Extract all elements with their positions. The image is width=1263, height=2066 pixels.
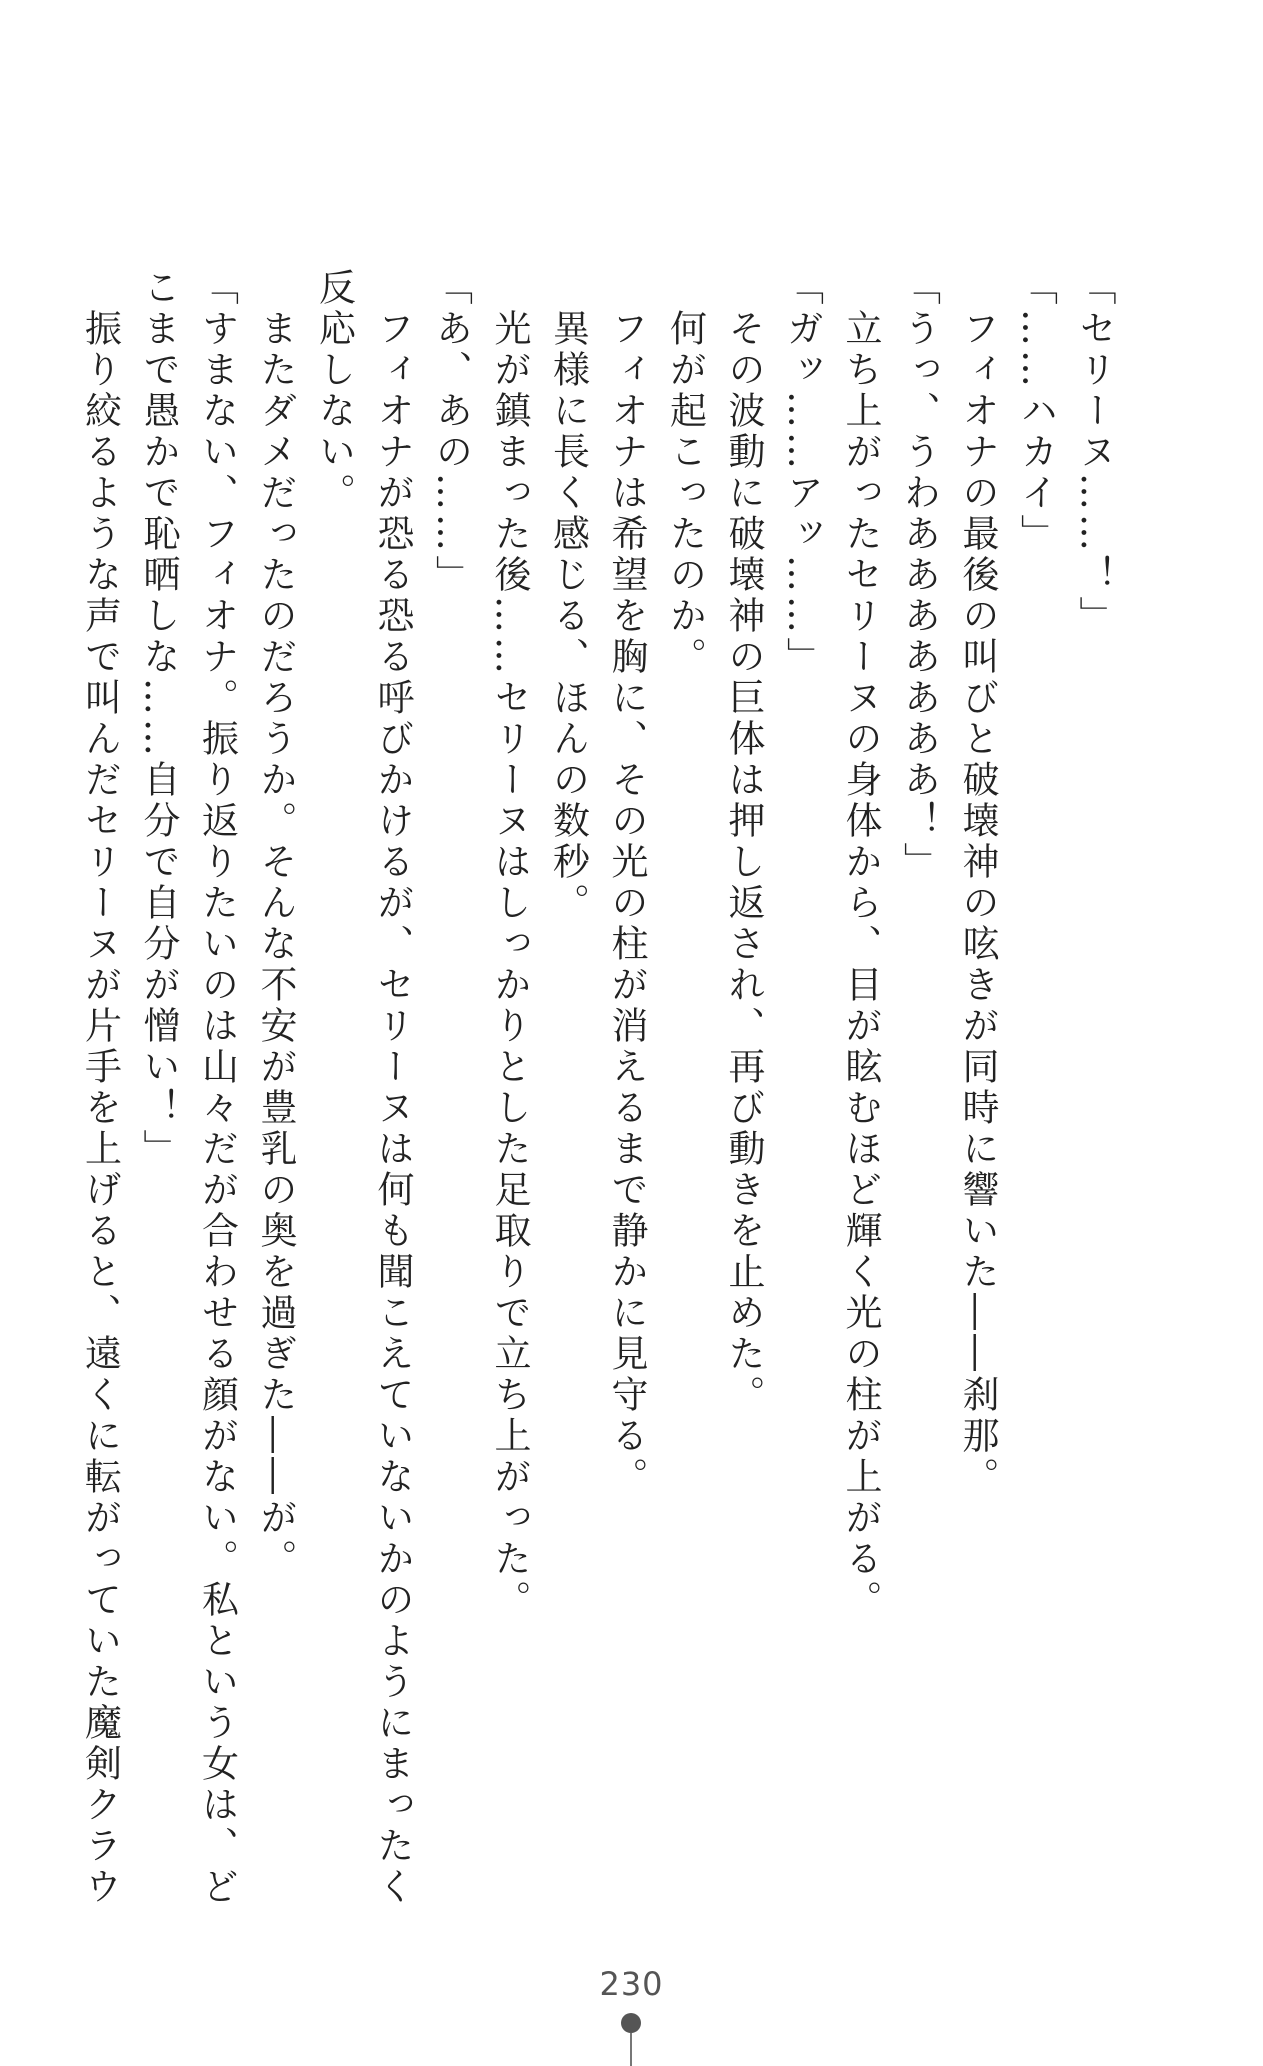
text-line: 何が起こったのか。 <box>663 268 707 678</box>
text-line: 立ち上がったセリーヌの身体から、目が眩むほど輝く光の柱が上がる。 <box>839 268 882 1621</box>
text-line: 「うっ、うわあああああああ！」 <box>897 268 941 883</box>
text-line: 異様に長く感じる、ほんの数秒。 <box>546 268 590 924</box>
text-line: 反応しない。 <box>312 268 356 514</box>
text-line: フィオナの最後の叫びと破壊神の呟きが同時に響いた――刹那。 <box>956 268 999 1498</box>
text-line: 「セリーヌ……！」 <box>1073 268 1116 637</box>
text-line: フィオナが恐る恐る呼びかけるが、セリーヌは何も聞こえていないかのようにまったく <box>371 268 414 1908</box>
page-marker-dot <box>621 2013 641 2033</box>
page-marker-rule <box>630 2033 632 2066</box>
text-line: 振り絞るような声で叫んだセリーヌが片手を上げると、遠くに転がっていた魔剣クラウ <box>78 268 122 1908</box>
text-line: 「あ、あの……」 <box>429 268 473 596</box>
text-line: 光が鎮まった後……セリーヌはしっかりとした足取りで立ち上がった。 <box>488 268 531 1621</box>
text-line: 「すまない、フィオナ。振り返りたいのは山々だが合わせる顔がない。私という女は、ど <box>195 268 239 1908</box>
body-text <box>70 268 1123 1908</box>
text-line: フィオナは希望を胸に、その光の柱が消えるまで静かに見守る。 <box>605 268 648 1498</box>
text-line: またダメだったのだろうか。そんな不安が豊乳の奥を過ぎた――が。 <box>254 268 297 1580</box>
page-number: 230 <box>599 1965 664 2003</box>
text-line: こまで愚かで恥晒しな……自分で自分が憎い！」 <box>137 268 180 1170</box>
text-line: その波動に破壊神の巨体は押し返され、再び動きを止めた。 <box>722 268 765 1416</box>
text-line: 「……ハカイ」 <box>1014 268 1058 555</box>
text-line: 「ガッ……アッ……」 <box>780 268 824 678</box>
